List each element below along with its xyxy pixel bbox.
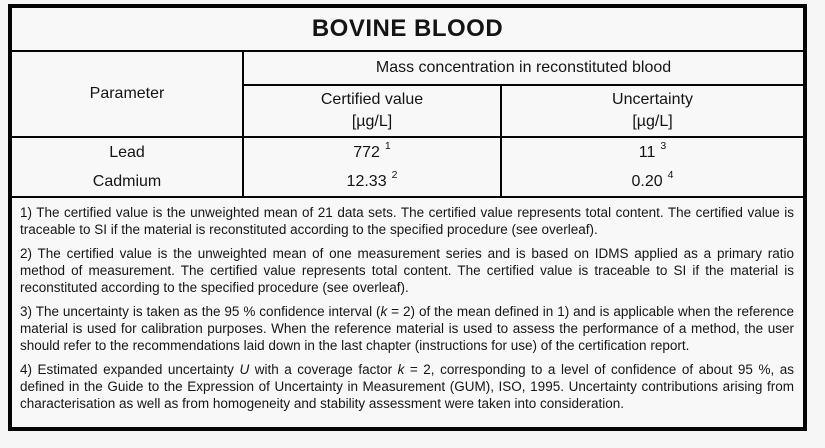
footnotes-row xyxy=(12,197,803,427)
uncertainty-unit: [µg/L] xyxy=(632,113,673,130)
footnote-4-symbol-k: k xyxy=(397,362,405,377)
footnote-3-symbol-k: k xyxy=(380,304,388,319)
title-row xyxy=(12,8,803,51)
column-header-uncertainty xyxy=(501,85,803,137)
note-ref-4: 4 xyxy=(667,169,674,182)
footnotes-section xyxy=(12,197,803,427)
certified-value-cadmium: 12.33 xyxy=(346,172,387,190)
footnote-3-text-cont: = 2) of the mean defined in 1) and is applicable when the reference material is used for calibration purposes. When the reference material is used to assess the performance of a method, the user should refer to the recommendations laid down in the last chapter (instructions for use) of the certification report. xyxy=(20,304,794,353)
footnote-4 xyxy=(20,361,794,412)
column-header-certified-value xyxy=(243,85,501,137)
column-header-parameter: Parameter xyxy=(12,51,243,137)
table-row-lead xyxy=(12,137,803,167)
group-header-row xyxy=(12,51,803,85)
note-ref-2: 2 xyxy=(391,169,398,182)
uncertainty-cadmium: 0.20 xyxy=(631,172,663,190)
footnote-4-text-mid: with a coverage factor xyxy=(249,362,398,377)
footnote-3-text: 3) The uncertainty is taken as the 95 % confidence interval ( xyxy=(20,304,381,319)
footnote-2: 2) The certified value is the unweighted mean of one measurement series and is based on IDMS applied as a primary ratio method of measurement. The certified value represents total content. The certified value is traceable to SI if the material is reconstituted according to the specified procedure (see overleaf). xyxy=(20,246,794,295)
document-title: BOVINE BLOOD xyxy=(12,8,803,51)
note-ref-1: 1 xyxy=(384,140,391,153)
certificate-table xyxy=(12,8,803,427)
certified-value-cell-cadmium xyxy=(243,167,501,197)
certificate-inner-frame xyxy=(11,7,804,428)
parameter-cell-cadmium: Cadmium xyxy=(12,167,243,197)
uncertainty-cell-lead xyxy=(501,137,803,167)
note-ref-3: 3 xyxy=(660,140,667,153)
group-header-mass-concentration: Mass concentration in reconstituted blood xyxy=(243,51,803,85)
uncertainty-cell-cadmium xyxy=(501,167,803,197)
footnote-1: 1) The certified value is the unweighted mean of 21 data sets. The certified value represents total content. The certified value is traceable to SI if the material is reconstituted according to the specified procedure (see overleaf). xyxy=(20,205,794,237)
certified-value-unit: [µg/L] xyxy=(351,113,393,130)
uncertainty-lead: 11 xyxy=(638,143,656,161)
footnote-4-symbol-u: U xyxy=(239,362,250,377)
table-row-cadmium xyxy=(12,167,803,197)
certificate-frame xyxy=(8,4,807,431)
certified-value-cell-lead xyxy=(243,137,501,167)
footnote-4-text-cont: = 2, corresponding to a level of confidence of about 95 %, as defined in the Guide to the Expression of Uncertainty in Measurement (GUM), ISO, 1995. Uncertainty contributions arising from characterisation as well as from homogeneity and stability assessment were taken into consideration. xyxy=(20,362,794,411)
footnote-4-text: 4) Estimated expanded uncertainty xyxy=(20,362,240,377)
footnote-3 xyxy=(20,303,794,354)
parameter-cell-lead: Lead xyxy=(12,137,243,167)
uncertainty-label: Uncertainty xyxy=(612,91,693,108)
certified-value-label: Certified value xyxy=(320,91,424,108)
certified-value-lead: 772 xyxy=(353,143,380,161)
